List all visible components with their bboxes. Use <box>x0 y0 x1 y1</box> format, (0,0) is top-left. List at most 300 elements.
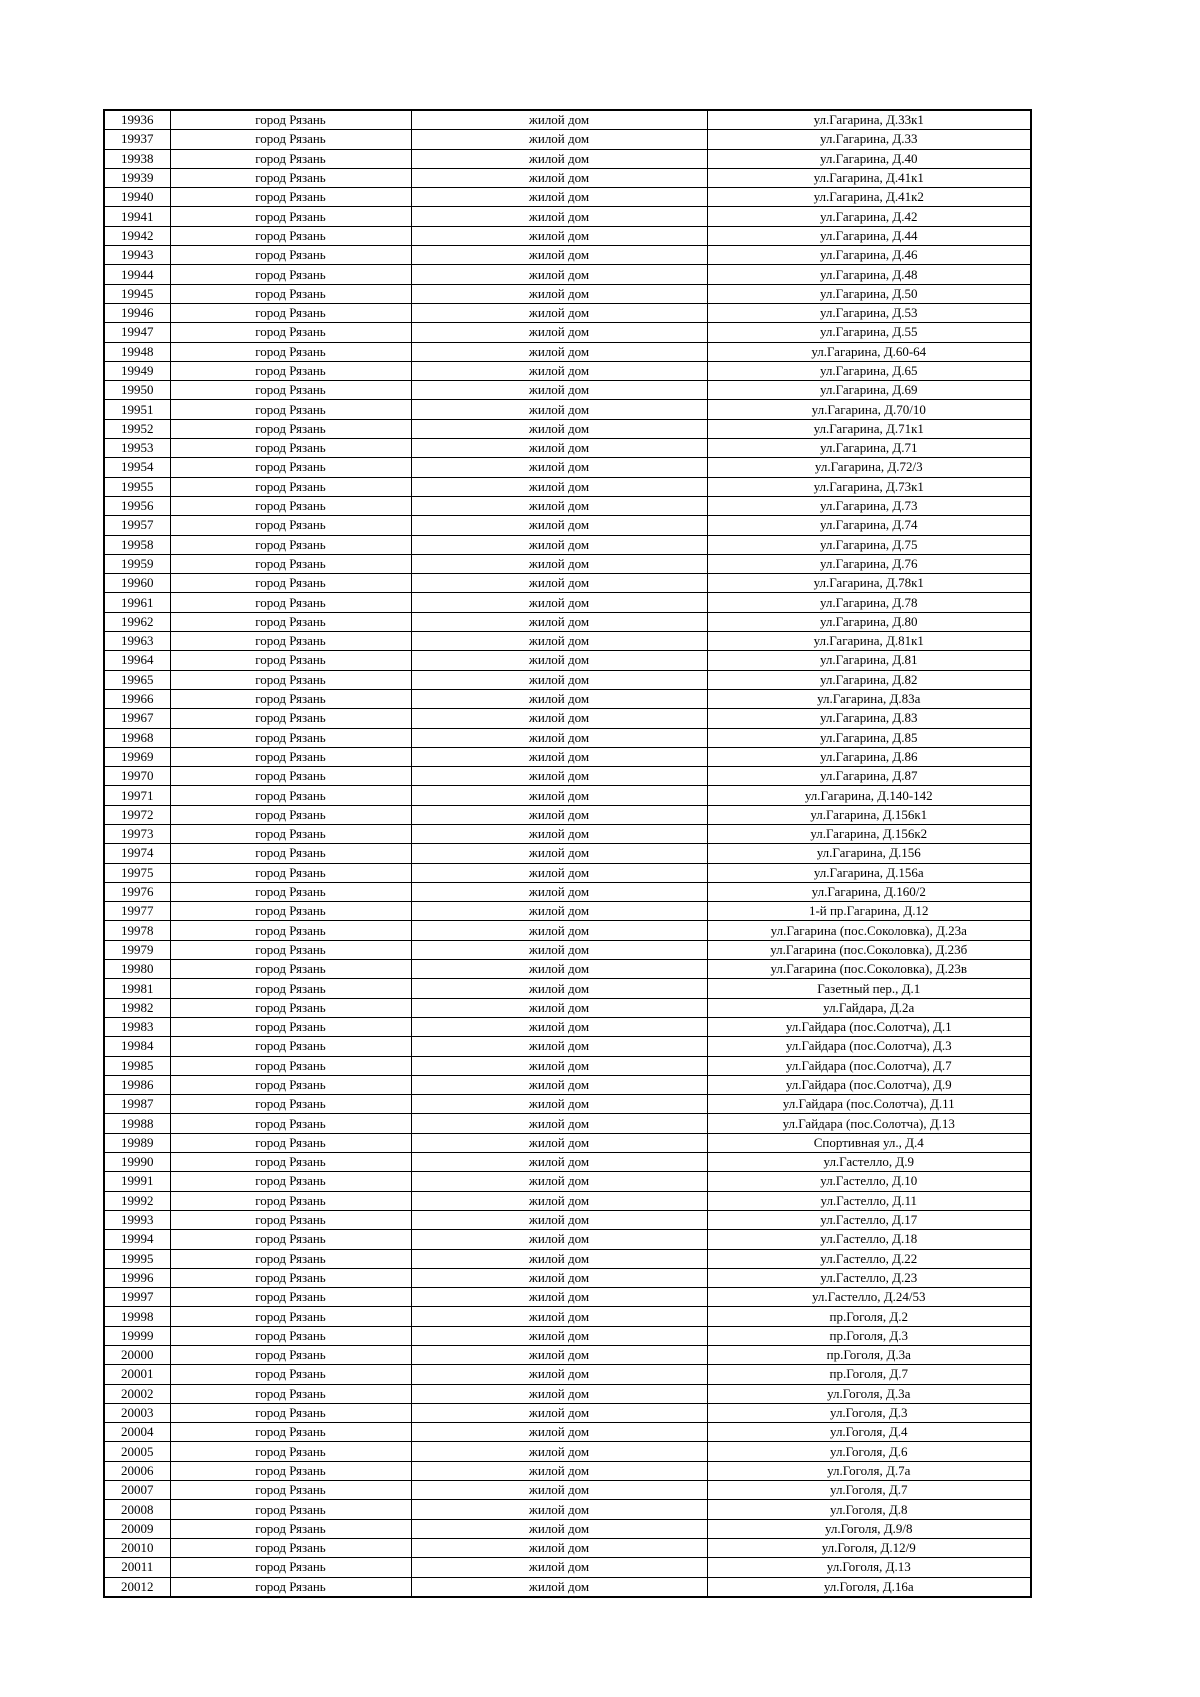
table-row <box>104 1500 1031 1519</box>
record-number-cell: 20003 <box>104 1403 170 1422</box>
record-number-cell: 19947 <box>104 323 170 342</box>
table-row <box>104 554 1031 573</box>
city-cell: город Рязань <box>170 651 411 670</box>
record-number-cell: 19962 <box>104 612 170 631</box>
city-cell: город Рязань <box>170 1230 411 1249</box>
table-row <box>104 1037 1031 1056</box>
address-cell: ул.Гагарина, Д.33 <box>707 130 1031 149</box>
object-type-cell: жилой дом <box>411 535 707 554</box>
record-number-cell: 19957 <box>104 516 170 535</box>
city-cell: город Рязань <box>170 747 411 766</box>
record-number-cell: 19975 <box>104 863 170 882</box>
address-cell: Газетный пер., Д.1 <box>707 979 1031 998</box>
object-type-cell: жилой дом <box>411 1114 707 1133</box>
record-number-cell: 19937 <box>104 130 170 149</box>
object-type-cell: жилой дом <box>411 1230 707 1249</box>
table-row <box>104 226 1031 245</box>
city-cell: город Рязань <box>170 1017 411 1036</box>
city-cell: город Рязань <box>170 381 411 400</box>
table-row <box>104 805 1031 824</box>
object-type-cell: жилой дом <box>411 323 707 342</box>
city-cell: город Рязань <box>170 265 411 284</box>
object-type-cell: жилой дом <box>411 1577 707 1597</box>
object-type-cell: жилой дом <box>411 998 707 1017</box>
city-cell: город Рязань <box>170 342 411 361</box>
address-cell: 1-й пр.Гагарина, Д.12 <box>707 902 1031 921</box>
city-cell: город Рязань <box>170 554 411 573</box>
city-cell: город Рязань <box>170 1075 411 1094</box>
city-cell: город Рязань <box>170 535 411 554</box>
record-number-cell: 19942 <box>104 226 170 245</box>
address-cell: ул.Гагарина, Д.156к2 <box>707 824 1031 843</box>
record-number-cell: 19984 <box>104 1037 170 1056</box>
address-cell: ул.Гагарина, Д.73к1 <box>707 477 1031 496</box>
object-type-cell: жилой дом <box>411 110 707 130</box>
city-cell: город Рязань <box>170 1384 411 1403</box>
city-cell: город Рязань <box>170 1249 411 1268</box>
object-type-cell: жилой дом <box>411 728 707 747</box>
city-cell: город Рязань <box>170 979 411 998</box>
record-number-cell: 20006 <box>104 1461 170 1480</box>
record-number-cell: 19987 <box>104 1095 170 1114</box>
city-cell: город Рязань <box>170 188 411 207</box>
city-cell: город Рязань <box>170 1288 411 1307</box>
address-cell: ул.Гагарина, Д.74 <box>707 516 1031 535</box>
address-cell: ул.Гагарина, Д.80 <box>707 612 1031 631</box>
table-row <box>104 130 1031 149</box>
city-cell: город Рязань <box>170 439 411 458</box>
table-row <box>104 1153 1031 1172</box>
address-cell: ул.Гагарина, Д.50 <box>707 284 1031 303</box>
object-type-cell: жилой дом <box>411 246 707 265</box>
record-number-cell: 19958 <box>104 535 170 554</box>
record-number-cell: 19964 <box>104 651 170 670</box>
city-cell: город Рязань <box>170 400 411 419</box>
table-row <box>104 593 1031 612</box>
table-row <box>104 1423 1031 1442</box>
city-cell: город Рязань <box>170 863 411 882</box>
address-cell: ул.Гагарина (пос.Соколовка), Д.23б <box>707 940 1031 959</box>
record-number-cell: 19977 <box>104 902 170 921</box>
object-type-cell: жилой дом <box>411 1558 707 1577</box>
address-cell: ул.Гайдара (пос.Солотча), Д.7 <box>707 1056 1031 1075</box>
record-number-cell: 20000 <box>104 1346 170 1365</box>
record-number-cell: 19978 <box>104 921 170 940</box>
table-row <box>104 824 1031 843</box>
city-cell: город Рязань <box>170 709 411 728</box>
address-cell: пр.Гоголя, Д.3 <box>707 1326 1031 1345</box>
city-cell: город Рязань <box>170 689 411 708</box>
address-cell: ул.Гастелло, Д.9 <box>707 1153 1031 1172</box>
record-number-cell: 19969 <box>104 747 170 766</box>
address-cell: ул.Гайдара (пос.Солотча), Д.13 <box>707 1114 1031 1133</box>
address-cell: ул.Гоголя, Д.16а <box>707 1577 1031 1597</box>
record-number-cell: 19990 <box>104 1153 170 1172</box>
object-type-cell: жилой дом <box>411 439 707 458</box>
object-type-cell: жилой дом <box>411 1481 707 1500</box>
record-number-cell: 20005 <box>104 1442 170 1461</box>
city-cell: город Рязань <box>170 1365 411 1384</box>
record-number-cell: 19985 <box>104 1056 170 1075</box>
city-cell: город Рязань <box>170 805 411 824</box>
object-type-cell: жилой дом <box>411 1365 707 1384</box>
city-cell: город Рязань <box>170 632 411 651</box>
object-type-cell: жилой дом <box>411 844 707 863</box>
object-type-cell: жилой дом <box>411 381 707 400</box>
object-type-cell: жилой дом <box>411 574 707 593</box>
address-cell: ул.Гагарина, Д.81к1 <box>707 632 1031 651</box>
record-number-cell: 19940 <box>104 188 170 207</box>
record-number-cell: 19954 <box>104 458 170 477</box>
table-row <box>104 110 1031 130</box>
table-row <box>104 477 1031 496</box>
address-cell: ул.Гайдара, Д.2а <box>707 998 1031 1017</box>
address-cell: ул.Гагарина, Д.46 <box>707 246 1031 265</box>
object-type-cell: жилой дом <box>411 882 707 901</box>
object-type-cell: жилой дом <box>411 632 707 651</box>
table-row <box>104 246 1031 265</box>
record-number-cell: 19998 <box>104 1307 170 1326</box>
table-row <box>104 400 1031 419</box>
record-number-cell: 20004 <box>104 1423 170 1442</box>
address-cell: ул.Гагарина, Д.140-142 <box>707 786 1031 805</box>
record-number-cell: 20002 <box>104 1384 170 1403</box>
table-row <box>104 979 1031 998</box>
city-cell: город Рязань <box>170 1056 411 1075</box>
record-number-cell: 19989 <box>104 1133 170 1152</box>
registry-body <box>104 110 1031 1597</box>
table-row <box>104 1326 1031 1345</box>
table-row <box>104 1095 1031 1114</box>
registry-table <box>103 109 1032 1598</box>
record-number-cell: 19976 <box>104 882 170 901</box>
table-row <box>104 747 1031 766</box>
table-row <box>104 439 1031 458</box>
address-cell: ул.Гастелло, Д.23 <box>707 1268 1031 1287</box>
address-cell: ул.Гоголя, Д.3а <box>707 1384 1031 1403</box>
object-type-cell: жилой дом <box>411 593 707 612</box>
table-row <box>104 1172 1031 1191</box>
object-type-cell: жилой дом <box>411 226 707 245</box>
object-type-cell: жилой дом <box>411 265 707 284</box>
table-row <box>104 1230 1031 1249</box>
table-row <box>104 168 1031 187</box>
object-type-cell: жилой дом <box>411 1461 707 1480</box>
address-cell: пр.Гоголя, Д.3а <box>707 1346 1031 1365</box>
object-type-cell: жилой дом <box>411 149 707 168</box>
object-type-cell: жилой дом <box>411 1249 707 1268</box>
record-number-cell: 19941 <box>104 207 170 226</box>
city-cell: город Рязань <box>170 902 411 921</box>
address-cell: ул.Гагарина, Д.160/2 <box>707 882 1031 901</box>
address-cell: ул.Гоголя, Д.12/9 <box>707 1538 1031 1557</box>
address-cell: ул.Гагарина (пос.Соколовка), Д.23а <box>707 921 1031 940</box>
object-type-cell: жилой дом <box>411 670 707 689</box>
address-cell: ул.Гагарина, Д.41к1 <box>707 168 1031 187</box>
record-number-cell: 19949 <box>104 361 170 380</box>
table-row <box>104 709 1031 728</box>
object-type-cell: жилой дом <box>411 1153 707 1172</box>
address-cell: ул.Гагарина, Д.55 <box>707 323 1031 342</box>
record-number-cell: 19966 <box>104 689 170 708</box>
address-cell: ул.Гагарина, Д.83 <box>707 709 1031 728</box>
table-row <box>104 207 1031 226</box>
record-number-cell: 20012 <box>104 1577 170 1597</box>
record-number-cell: 19980 <box>104 960 170 979</box>
address-cell: ул.Гагарина, Д.156а <box>707 863 1031 882</box>
address-cell: пр.Гоголя, Д.2 <box>707 1307 1031 1326</box>
record-number-cell: 19950 <box>104 381 170 400</box>
city-cell: город Рязань <box>170 1500 411 1519</box>
address-cell: ул.Гоголя, Д.8 <box>707 1500 1031 1519</box>
address-cell: ул.Гастелло, Д.22 <box>707 1249 1031 1268</box>
record-number-cell: 19960 <box>104 574 170 593</box>
object-type-cell: жилой дом <box>411 168 707 187</box>
table-row <box>104 1288 1031 1307</box>
record-number-cell: 19970 <box>104 767 170 786</box>
table-row <box>104 265 1031 284</box>
table-row <box>104 1191 1031 1210</box>
city-cell: город Рязань <box>170 1307 411 1326</box>
object-type-cell: жилой дом <box>411 458 707 477</box>
object-type-cell: жилой дом <box>411 554 707 573</box>
object-type-cell: жилой дом <box>411 612 707 631</box>
address-cell: ул.Гоголя, Д.13 <box>707 1558 1031 1577</box>
table-row <box>104 1307 1031 1326</box>
table-row <box>104 574 1031 593</box>
object-type-cell: жилой дом <box>411 361 707 380</box>
record-number-cell: 19953 <box>104 439 170 458</box>
table-row <box>104 419 1031 438</box>
table-row <box>104 284 1031 303</box>
object-type-cell: жилой дом <box>411 1538 707 1557</box>
city-cell: город Рязань <box>170 226 411 245</box>
record-number-cell: 20009 <box>104 1519 170 1538</box>
table-row <box>104 1075 1031 1094</box>
record-number-cell: 20008 <box>104 1500 170 1519</box>
record-number-cell: 19993 <box>104 1210 170 1229</box>
city-cell: город Рязань <box>170 824 411 843</box>
record-number-cell: 20001 <box>104 1365 170 1384</box>
record-number-cell: 19959 <box>104 554 170 573</box>
address-cell: ул.Гагарина, Д.86 <box>707 747 1031 766</box>
object-type-cell: жилой дом <box>411 342 707 361</box>
city-cell: город Рязань <box>170 496 411 515</box>
table-row <box>104 496 1031 515</box>
table-row <box>104 1056 1031 1075</box>
table-row <box>104 188 1031 207</box>
address-cell: ул.Гагарина, Д.156 <box>707 844 1031 863</box>
object-type-cell: жилой дом <box>411 1017 707 1036</box>
address-cell: ул.Гастелло, Д.18 <box>707 1230 1031 1249</box>
city-cell: город Рязань <box>170 516 411 535</box>
city-cell: город Рязань <box>170 303 411 322</box>
address-cell: ул.Гагарина, Д.65 <box>707 361 1031 380</box>
city-cell: город Рязань <box>170 1442 411 1461</box>
record-number-cell: 19979 <box>104 940 170 959</box>
address-cell: ул.Гайдара (пос.Солотча), Д.1 <box>707 1017 1031 1036</box>
address-cell: ул.Гагарина, Д.70/10 <box>707 400 1031 419</box>
record-number-cell: 19973 <box>104 824 170 843</box>
city-cell: город Рязань <box>170 207 411 226</box>
object-type-cell: жилой дом <box>411 1191 707 1210</box>
city-cell: город Рязань <box>170 1326 411 1345</box>
record-number-cell: 20011 <box>104 1558 170 1577</box>
object-type-cell: жилой дом <box>411 188 707 207</box>
city-cell: город Рязань <box>170 1268 411 1287</box>
city-cell: город Рязань <box>170 1346 411 1365</box>
object-type-cell: жилой дом <box>411 940 707 959</box>
table-row <box>104 1249 1031 1268</box>
address-cell: ул.Гоголя, Д.7а <box>707 1461 1031 1480</box>
object-type-cell: жилой дом <box>411 1095 707 1114</box>
address-cell: ул.Гагарина, Д.71к1 <box>707 419 1031 438</box>
city-cell: город Рязань <box>170 593 411 612</box>
address-cell: ул.Гагарина, Д.48 <box>707 265 1031 284</box>
object-type-cell: жилой дом <box>411 400 707 419</box>
object-type-cell: жилой дом <box>411 516 707 535</box>
address-cell: ул.Гагарина, Д.76 <box>707 554 1031 573</box>
object-type-cell: жилой дом <box>411 1056 707 1075</box>
city-cell: город Рязань <box>170 1538 411 1557</box>
city-cell: город Рязань <box>170 1172 411 1191</box>
city-cell: город Рязань <box>170 168 411 187</box>
city-cell: город Рязань <box>170 1210 411 1229</box>
record-number-cell: 19992 <box>104 1191 170 1210</box>
table-row <box>104 1346 1031 1365</box>
table-row <box>104 458 1031 477</box>
object-type-cell: жилой дом <box>411 1384 707 1403</box>
city-cell: город Рязань <box>170 284 411 303</box>
table-row <box>104 728 1031 747</box>
object-type-cell: жилой дом <box>411 805 707 824</box>
table-row <box>104 381 1031 400</box>
address-cell: ул.Гастелло, Д.17 <box>707 1210 1031 1229</box>
record-number-cell: 19971 <box>104 786 170 805</box>
record-number-cell: 19983 <box>104 1017 170 1036</box>
table-row <box>104 1461 1031 1480</box>
city-cell: город Рязань <box>170 1037 411 1056</box>
address-cell: пр.Гоголя, Д.7 <box>707 1365 1031 1384</box>
record-number-cell: 19988 <box>104 1114 170 1133</box>
city-cell: город Рязань <box>170 1133 411 1152</box>
city-cell: город Рязань <box>170 323 411 342</box>
object-type-cell: жилой дом <box>411 130 707 149</box>
address-cell: ул.Гагарина, Д.41к2 <box>707 188 1031 207</box>
city-cell: город Рязань <box>170 670 411 689</box>
object-type-cell: жилой дом <box>411 207 707 226</box>
address-cell: ул.Гагарина, Д.78к1 <box>707 574 1031 593</box>
table-row <box>104 960 1031 979</box>
table-row <box>104 1268 1031 1287</box>
object-type-cell: жилой дом <box>411 1403 707 1422</box>
record-number-cell: 19956 <box>104 496 170 515</box>
record-number-cell: 19974 <box>104 844 170 863</box>
address-cell: ул.Гагарина, Д.82 <box>707 670 1031 689</box>
city-cell: город Рязань <box>170 1423 411 1442</box>
record-number-cell: 19963 <box>104 632 170 651</box>
record-number-cell: 19938 <box>104 149 170 168</box>
object-type-cell: жилой дом <box>411 1423 707 1442</box>
table-row <box>104 1017 1031 1036</box>
address-cell: ул.Гагарина, Д.85 <box>707 728 1031 747</box>
city-cell: город Рязань <box>170 1403 411 1422</box>
city-cell: город Рязань <box>170 882 411 901</box>
table-row <box>104 1403 1031 1422</box>
address-cell: ул.Гастелло, Д.24/53 <box>707 1288 1031 1307</box>
object-type-cell: жилой дом <box>411 979 707 998</box>
address-cell: Спортивная ул., Д.4 <box>707 1133 1031 1152</box>
record-number-cell: 19999 <box>104 1326 170 1345</box>
object-type-cell: жилой дом <box>411 747 707 766</box>
record-number-cell: 19943 <box>104 246 170 265</box>
table-row <box>104 786 1031 805</box>
record-number-cell: 19967 <box>104 709 170 728</box>
address-cell: ул.Гагарина, Д.60-64 <box>707 342 1031 361</box>
object-type-cell: жилой дом <box>411 689 707 708</box>
record-number-cell: 19965 <box>104 670 170 689</box>
object-type-cell: жилой дом <box>411 1288 707 1307</box>
object-type-cell: жилой дом <box>411 1210 707 1229</box>
table-row <box>104 1519 1031 1538</box>
city-cell: город Рязань <box>170 1191 411 1210</box>
record-number-cell: 19945 <box>104 284 170 303</box>
record-number-cell: 19936 <box>104 110 170 130</box>
address-cell: ул.Гастелло, Д.10 <box>707 1172 1031 1191</box>
object-type-cell: жилой дом <box>411 1133 707 1152</box>
object-type-cell: жилой дом <box>411 419 707 438</box>
record-number-cell: 19951 <box>104 400 170 419</box>
object-type-cell: жилой дом <box>411 303 707 322</box>
object-type-cell: жилой дом <box>411 1326 707 1345</box>
city-cell: город Рязань <box>170 921 411 940</box>
address-cell: ул.Гагарина, Д.71 <box>707 439 1031 458</box>
city-cell: город Рязань <box>170 1153 411 1172</box>
record-number-cell: 19948 <box>104 342 170 361</box>
address-cell: ул.Гагарина, Д.33к1 <box>707 110 1031 130</box>
record-number-cell: 19952 <box>104 419 170 438</box>
table-row <box>104 998 1031 1017</box>
city-cell: город Рязань <box>170 574 411 593</box>
address-cell: ул.Гагарина, Д.72/3 <box>707 458 1031 477</box>
record-number-cell: 19996 <box>104 1268 170 1287</box>
object-type-cell: жилой дом <box>411 921 707 940</box>
table-row <box>104 149 1031 168</box>
object-type-cell: жилой дом <box>411 1500 707 1519</box>
city-cell: город Рязань <box>170 1481 411 1500</box>
city-cell: город Рязань <box>170 1095 411 1114</box>
address-cell: ул.Гагарина, Д.75 <box>707 535 1031 554</box>
table-row <box>104 1558 1031 1577</box>
address-cell: ул.Гастелло, Д.11 <box>707 1191 1031 1210</box>
table-row <box>104 1384 1031 1403</box>
object-type-cell: жилой дом <box>411 651 707 670</box>
city-cell: город Рязань <box>170 728 411 747</box>
table-row <box>104 323 1031 342</box>
city-cell: город Рязань <box>170 458 411 477</box>
object-type-cell: жилой дом <box>411 1268 707 1287</box>
address-cell: ул.Гайдара (пос.Солотча), Д.3 <box>707 1037 1031 1056</box>
record-number-cell: 19981 <box>104 979 170 998</box>
object-type-cell: жилой дом <box>411 863 707 882</box>
object-type-cell: жилой дом <box>411 960 707 979</box>
table-row <box>104 1114 1031 1133</box>
address-cell: ул.Гоголя, Д.3 <box>707 1403 1031 1422</box>
address-cell: ул.Гагарина, Д.44 <box>707 226 1031 245</box>
city-cell: город Рязань <box>170 1558 411 1577</box>
record-number-cell: 19994 <box>104 1230 170 1249</box>
table-row <box>104 863 1031 882</box>
